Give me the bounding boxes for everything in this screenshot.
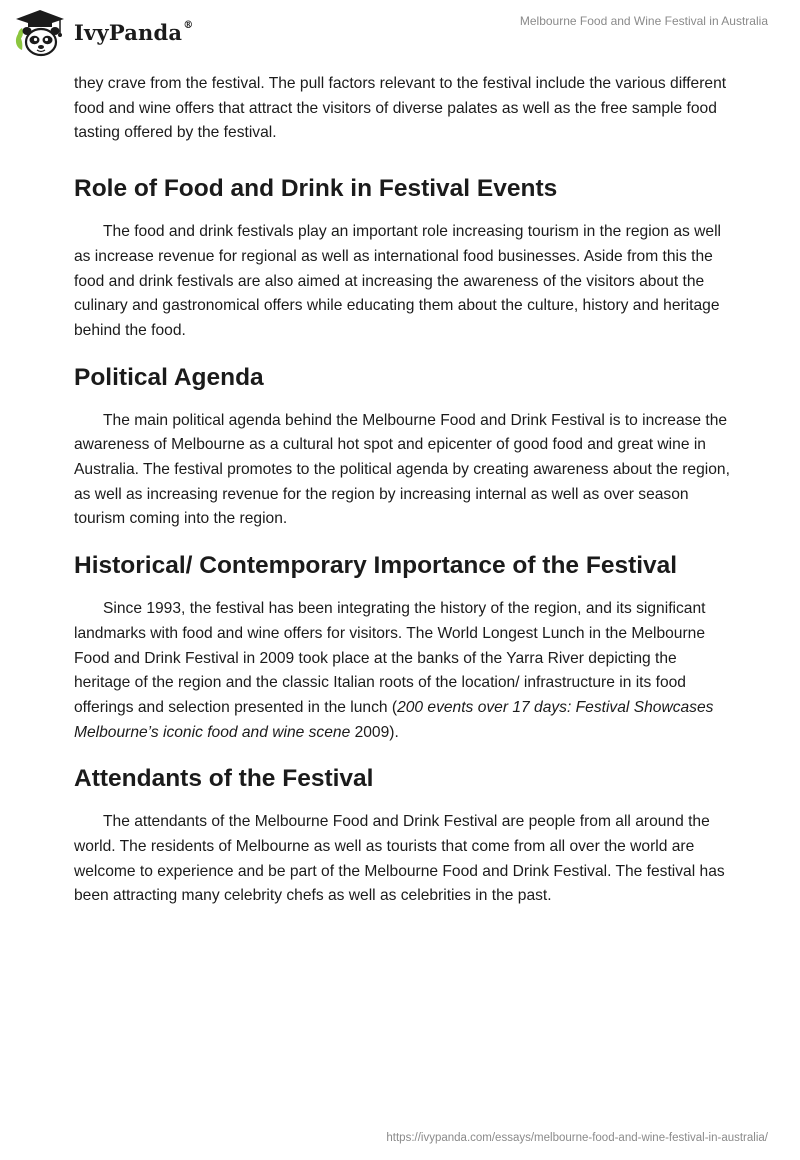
section-paragraph-historical (74, 597, 734, 745)
section-heading-historical: Historical/ Contemporary Importance of the Festival (74, 552, 678, 580)
panda-graduate-icon (14, 8, 66, 58)
essay-body (74, 72, 734, 909)
document-title: Melbourne Food and Wine Festival in Australia (519, 14, 768, 28)
section-heading-attendants: Attendants of the Festival (74, 765, 374, 793)
section-heading-role: Role of Food and Drink in Festival Events (74, 175, 558, 203)
citation-title: 200 events over 17 days: Festival Showcases Melbourne’s iconic food and wine scene (74, 698, 714, 741)
brand-text: IvyPanda (74, 19, 183, 45)
section-paragraph-political: The main political agenda behind the Melbourne Food and Drink Festival is to increase the awareness of Melbourne as a cultural hot spot and epicenter of good food and great wine in Australia. The festival promotes to the political agenda by creating awareness about the region, as well as increasing revenue for the region by increasing internal as well as over season tourism coming into the region. (74, 411, 730, 528)
registered-mark: ® (183, 19, 194, 31)
page-header (0, 0, 800, 66)
citation-year: 2009). (350, 723, 399, 741)
section-paragraph-role: The food and drink festivals play an important role increasing tourism in the region as well as increase revenue for regional as well as international food businesses. Aside from this the food and drink festivals are also aimed at increasing the awareness of the visitors about the culinary and gastronomical offers while educating them about the culture, history and heritage behind the food. (74, 223, 722, 339)
brand-name (74, 20, 193, 45)
historical-text: Since 1993, the festival has been integrating the history of the region, and its significant landmarks with food and wine offers for visitors. The World Longest Lunch in the Melbourne Food and Drink Festival in 2009 took place at the banks of the Yarra River depicting the heritage of the region and the classic Italian roots of the location/ infrastructure in its food offerings and selection presented in the lunch ( (74, 600, 706, 716)
ivypanda-logo[interactable] (14, 8, 193, 58)
source-url[interactable]: https://ivypanda.com/essays/melbourne-food-and-wine-festival-in-australia/ (386, 1132, 768, 1144)
intro-paragraph: they crave from the festival. The pull factors relevant to the festival include the various different food and wine offers that attract the visitors of diverse palates as well as the free sample food tasting offered by the festival. (74, 75, 727, 142)
section-heading-political: Political Agenda (74, 363, 264, 391)
section-paragraph-attendants: The attendants of the Melbourne Food and Drink Festival are people from all around the world. The residents of Melbourne as well as tourists that come from all over the world are welcome to experience and be part of the Melbourne Food and Drink Festival. The festival has been attracting many celebrity chefs as well as celebrities in the past. (74, 813, 725, 905)
